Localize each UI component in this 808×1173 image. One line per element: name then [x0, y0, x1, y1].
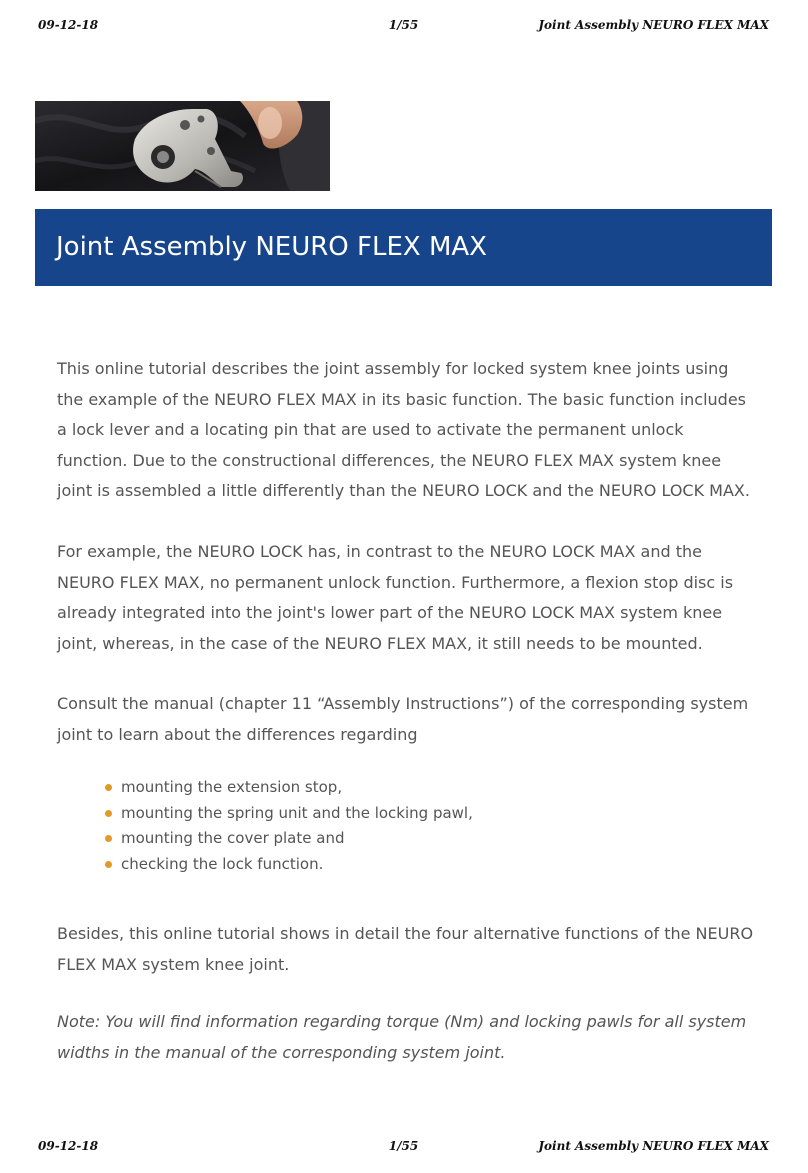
- page-title: Joint Assembly NEURO FLEX MAX: [56, 232, 487, 262]
- list-item-text: mounting the extension stop,: [121, 778, 343, 796]
- intro-paragraph: This online tutorial describes the joint assembly for locked system knee joints using the example of the NEURO FLEX MAX in its basic function. The basic function includes a lock lever and a locating pin that are used to activate the permanent unlock function. Due to the constructional differences, the NEURO FLEX MAX system knee joint is assembled a little differently than the NEURO LOCK and the NEURO LOCK MAX.: [57, 359, 750, 500]
- list-item: [105, 852, 705, 878]
- hero-image: [35, 101, 330, 191]
- footer-doc-title: Joint Assembly NEURO FLEX MAX: [538, 1139, 769, 1153]
- list-item-text: checking the lock function.: [121, 854, 324, 873]
- footer-page-number: 1/55: [388, 1139, 419, 1153]
- list-item: [105, 801, 705, 827]
- page-footer: [38, 1138, 769, 1154]
- note-paragraph: Note: You will find information regarding torque (Nm) and locking pawls for all system widths in the manual of the corresponding system joint.: [57, 1012, 747, 1062]
- comparison-paragraph: For example, the NEURO LOCK has, in contrast to the NEURO LOCK MAX and the NEURO FLEX MAX, no permanent unlock function. Furthermore, a flexion stop disc is already integrated into the joint's lower part of the NEURO LOCK MAX system knee joint, whereas, in the case of the NEURO FLEX MAX, it still needs to be mounted.: [57, 542, 734, 653]
- list-item: [105, 826, 705, 852]
- differences-list: [105, 775, 705, 877]
- header-date: 09-12-18: [38, 18, 99, 32]
- header-page-number: 1/55: [388, 18, 419, 32]
- bullet-icon: [105, 861, 112, 868]
- alternative-functions-paragraph: Besides, this online tutorial shows in detail the four alternative functions of the NEURO FLEX MAX system knee joint.: [57, 924, 754, 974]
- list-item: [105, 775, 705, 801]
- bullet-icon: [105, 784, 112, 791]
- bullet-icon: [105, 835, 112, 842]
- manual-reference-paragraph: Consult the manual (chapter 11 “Assembly Instructions”) of the corresponding system joint to learn about the differences regarding: [57, 694, 749, 744]
- list-item-text: mounting the spring unit and the locking pawl,: [121, 803, 473, 822]
- header-doc-title: Joint Assembly NEURO FLEX MAX: [538, 18, 769, 32]
- page-header: [38, 17, 769, 33]
- footer-date: 09-12-18: [38, 1139, 99, 1153]
- list-item-text: mounting the cover plate and: [121, 829, 345, 847]
- knee-joint-photo: [35, 101, 330, 191]
- title-banner: [35, 209, 772, 286]
- bullet-icon: [105, 810, 112, 817]
